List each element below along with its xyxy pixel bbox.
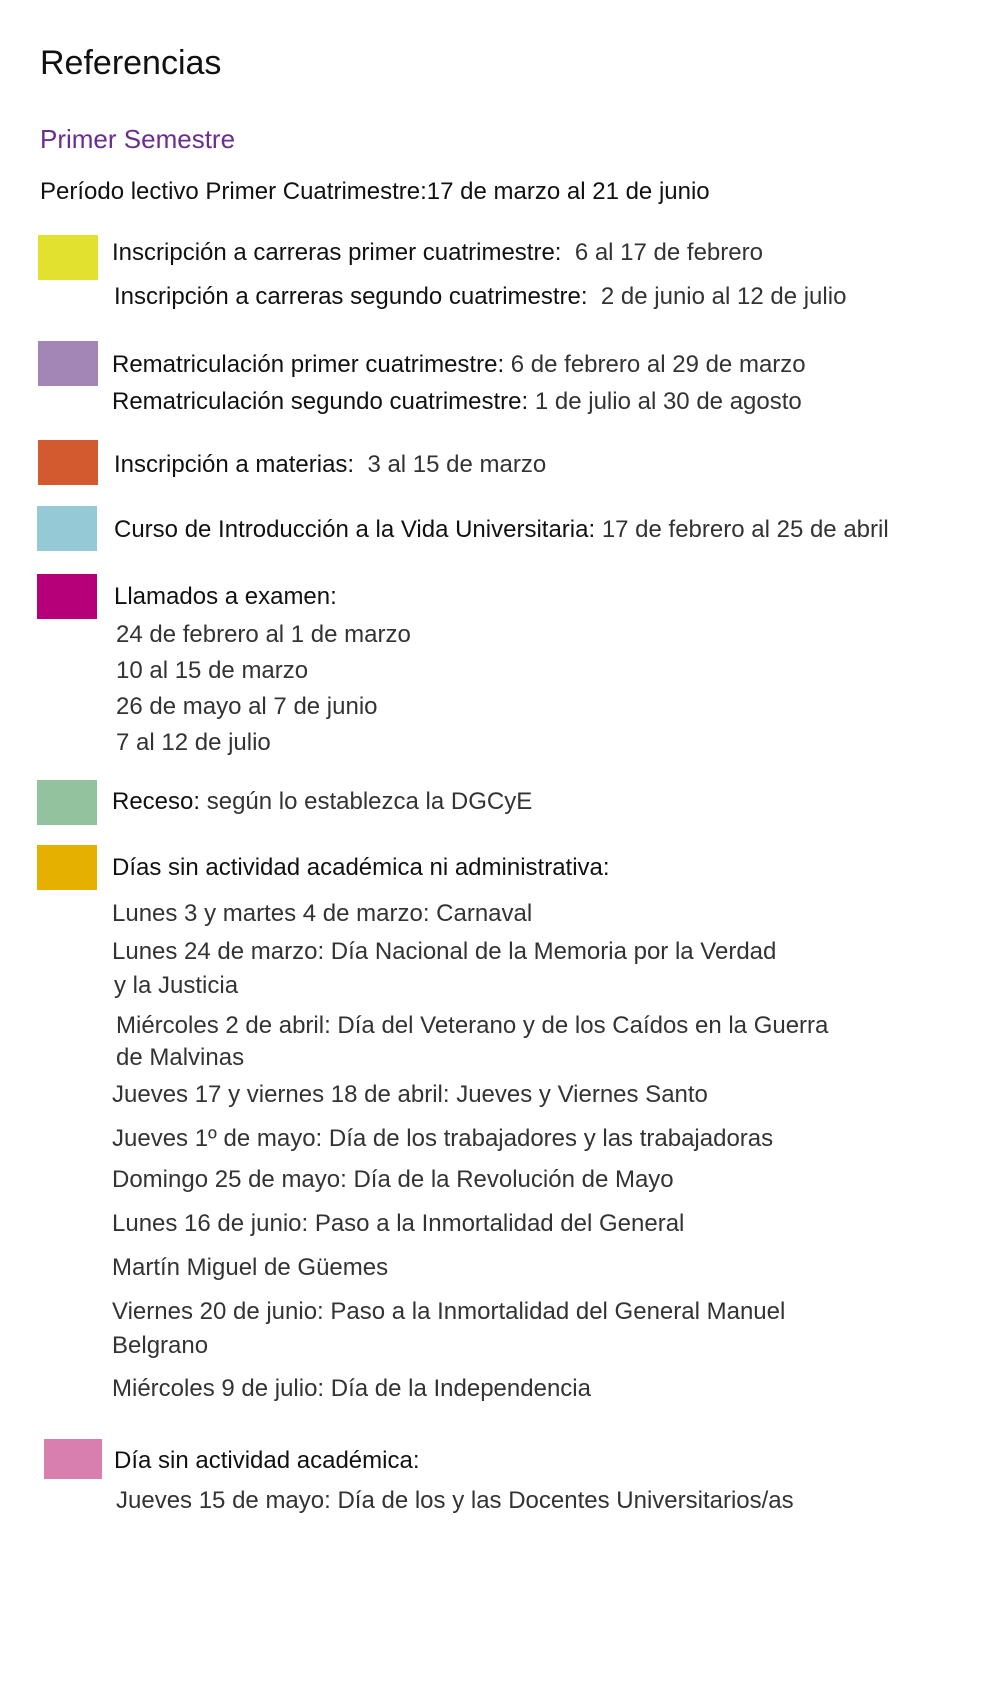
legend-line xyxy=(112,787,532,817)
exam-date: 24 de febrero al 1 de marzo xyxy=(116,621,411,648)
legend-label: Días sin actividad académica ni administrativa: xyxy=(112,854,610,881)
swatch-inscripcion-materias xyxy=(38,440,98,485)
legend-label: Rematriculación segundo cuatrimestre: xyxy=(112,388,529,415)
legend-value: 3 al 15 de marzo xyxy=(367,451,547,478)
legend-value: 2 de junio al 12 de julio xyxy=(600,283,847,310)
legend-label: Inscripción a carreras primer cuatrimestre: xyxy=(112,239,562,266)
holiday-line: y la Justicia xyxy=(114,972,239,999)
holiday-line: Viernes 20 de junio: Paso a la Inmortalidad del General Manuel xyxy=(112,1298,786,1325)
legend-label: Receso: xyxy=(112,788,201,815)
legend-label: Inscripción a carreras segundo cuatrimestre: xyxy=(114,283,588,310)
period-line xyxy=(40,178,710,206)
holiday-line: Miércoles 2 de abril: Día del Veterano y de los Caídos en la Guerra xyxy=(116,1012,829,1039)
legend-label: Curso de Introducción a la Vida Universitaria: xyxy=(114,516,596,543)
holiday-line: Domingo 25 de mayo: Día de la Revolución de Mayo xyxy=(112,1166,674,1193)
holiday-line: Jueves 15 de mayo: Día de los y las Docentes Universitarios/as xyxy=(116,1487,794,1514)
legend-label: Rematriculación primer cuatrimestre: xyxy=(112,351,505,378)
period-value: 17 de marzo al 21 de junio xyxy=(426,178,710,205)
legend-label: Día sin actividad académica: xyxy=(114,1447,420,1474)
swatch-curso-introduccion xyxy=(37,506,97,551)
legend-line xyxy=(114,282,846,312)
holiday-line: Lunes 24 de marzo: Día Nacional de la Memoria por la Verdad xyxy=(112,938,777,965)
legend-label: Inscripción a materias: xyxy=(114,451,355,478)
page-title: Referencias xyxy=(40,44,222,82)
legend-value: 6 de febrero al 29 de marzo xyxy=(510,351,806,378)
legend-line xyxy=(112,387,802,417)
holiday-line: Miércoles 9 de julio: Día de la Independencia xyxy=(112,1375,591,1402)
holiday-line: Belgrano xyxy=(112,1332,209,1359)
swatch-rematriculacion xyxy=(38,341,98,386)
legend-line xyxy=(114,450,546,480)
legend-value: 6 al 17 de febrero xyxy=(574,239,763,266)
legend-line xyxy=(112,238,763,268)
holiday-line: de Malvinas xyxy=(116,1044,245,1071)
holiday-line: Lunes 16 de junio: Paso a la Inmortalidad del General xyxy=(112,1210,685,1237)
exam-date: 10 al 15 de marzo xyxy=(116,657,309,684)
legend-value: según lo establezca la DGCyE xyxy=(206,788,533,815)
legend-label: Llamados a examen: xyxy=(114,583,337,610)
legend-value: 1 de julio al 30 de agosto xyxy=(534,388,802,415)
swatch-dias-sin-actividad xyxy=(37,845,97,890)
exam-date: 7 al 12 de julio xyxy=(116,729,271,756)
swatch-receso xyxy=(37,780,97,825)
swatch-inscripcion-carreras xyxy=(38,235,98,280)
holiday-line: Jueves 17 y viernes 18 de abril: Jueves y Viernes Santo xyxy=(112,1081,708,1108)
holiday-line: Jueves 1º de mayo: Día de los trabajadores y las trabajadoras xyxy=(112,1125,774,1152)
exam-date: 26 de mayo al 7 de junio xyxy=(116,693,378,720)
swatch-dia-sin-actividad-academica xyxy=(44,1439,102,1479)
semester-heading: Primer Semestre xyxy=(40,124,236,154)
swatch-llamados-examen xyxy=(37,574,97,619)
legend-value: 17 de febrero al 25 de abril xyxy=(601,516,889,543)
legend-line xyxy=(112,350,806,380)
holiday-line: Lunes 3 y martes 4 de marzo: Carnaval xyxy=(112,900,533,927)
period-label: Período lectivo Primer Cuatrimestre: xyxy=(40,178,427,205)
holiday-line: Martín Miguel de Güemes xyxy=(112,1254,389,1281)
legend-line xyxy=(114,515,889,545)
